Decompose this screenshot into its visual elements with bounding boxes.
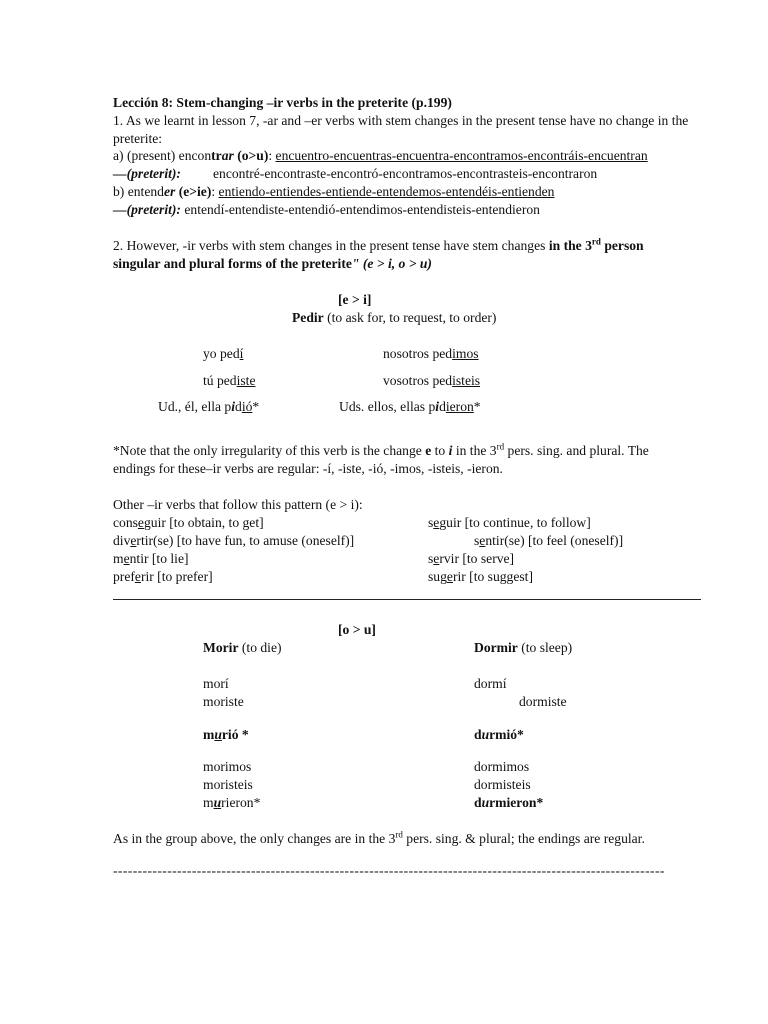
- pedir-title: Pedir (to ask for, to request, to order): [292, 310, 497, 325]
- dormir-yo: dormí: [474, 676, 507, 691]
- verb-conseguir: conseguir [to obtain, to get]: [113, 515, 264, 530]
- ou-heading: [o > u]: [338, 622, 376, 637]
- section-divider: [113, 599, 701, 600]
- page-title: Lección 8: Stem-changing –ir verbs in the preterite (p.199): [113, 95, 452, 110]
- point-1a-preterit-label: —(preterit):: [113, 166, 181, 181]
- point-2-line-2: singular and plural forms of the preterite" (e > i, o > u): [113, 256, 432, 271]
- point-1a-line: a) (present) encontrar (o>u): encuentro-encuentras-encuentra-encontramos-encontráis-encuentran: [113, 148, 648, 163]
- dashed-separator: ----------------------------------------------------------------------------------------------------------------: [113, 863, 665, 878]
- dormir-vosotros: dormisteis: [474, 777, 531, 792]
- point-1b-preterit-line: —(preterit): entendí-entendiste-entendió-entendimos-entendisteis-entendieron: [113, 202, 540, 217]
- note-line-2: endings for these–ir verbs are regular: -í, -iste, -ió, -imos, -isteis, -ieron.: [113, 461, 503, 476]
- verb-mentir: mentir [to lie]: [113, 551, 189, 566]
- pedir-nosotros: nosotros pedimos: [383, 346, 479, 361]
- verb-sentirse: sentir(se) [to feel (oneself)]: [474, 533, 624, 548]
- verb-divertirse: divertir(se) [to have fun, to amuse (oneself)]: [113, 533, 355, 548]
- pedir-tu: tú pediste: [203, 373, 256, 388]
- note-line-1: *Note that the only irregularity of this verb is the change e to i in the 3rd pers. sing. and plural. The: [113, 441, 649, 458]
- pedir-heading: [e > i]: [338, 292, 372, 307]
- morir-vosotros: moristeis: [203, 777, 253, 792]
- pedir-uds: Uds. ellos, ellas pidieron*: [339, 399, 481, 414]
- morir-yo: morí: [203, 676, 229, 691]
- pedir-yo: yo pedí: [203, 346, 244, 361]
- point-1b-line: b) entender (e>ie): entiendo-entiendes-entiende-entendemos-entendéis-entienden: [113, 184, 555, 199]
- verb-seguir: seguir [to continue, to follow]: [428, 515, 591, 530]
- verb-preferir: preferir [to prefer]: [113, 569, 213, 584]
- morir-nosotros: morimos: [203, 759, 252, 774]
- verb-servir: servir [to serve]: [428, 551, 515, 566]
- other-verbs-intro: Other –ir verbs that follow this pattern (e > i):: [113, 497, 363, 512]
- morir-uds: murieron*: [203, 795, 261, 810]
- dormir-uds: durmieron*: [474, 795, 544, 810]
- morir-ud: murió *: [203, 727, 249, 742]
- morir-tu: moriste: [203, 694, 244, 709]
- point-1-intro: 1. As we learnt in lesson 7, -ar and –er verbs with stem changes in the present tense have no change in the preterite:: [113, 113, 689, 146]
- pedir-ud: Ud., él, ella pidió*: [158, 399, 260, 414]
- dormir-nosotros: dormimos: [474, 759, 530, 774]
- closing-note: As in the group above, the only changes are in the 3rd pers. sing. & plural; the endings are regular.: [113, 829, 645, 846]
- morir-title: Morir (to die): [203, 640, 282, 655]
- pedir-vosotros: vosotros pedisteis: [383, 373, 481, 388]
- point-1a-preterit-forms: encontré-encontraste-encontró-encontramos-encontrasteis-encontraron: [213, 166, 598, 181]
- dormir-ud: durmió*: [474, 727, 524, 742]
- dormir-tu: dormiste: [519, 694, 567, 709]
- verb-sugerir: sugerir [to suggest]: [428, 569, 533, 584]
- point-2-line-1: 2. However, -ir verbs with stem changes in the present tense have stem changes in the 3rd person: [113, 236, 644, 253]
- dormir-title: Dormir (to sleep): [474, 640, 573, 655]
